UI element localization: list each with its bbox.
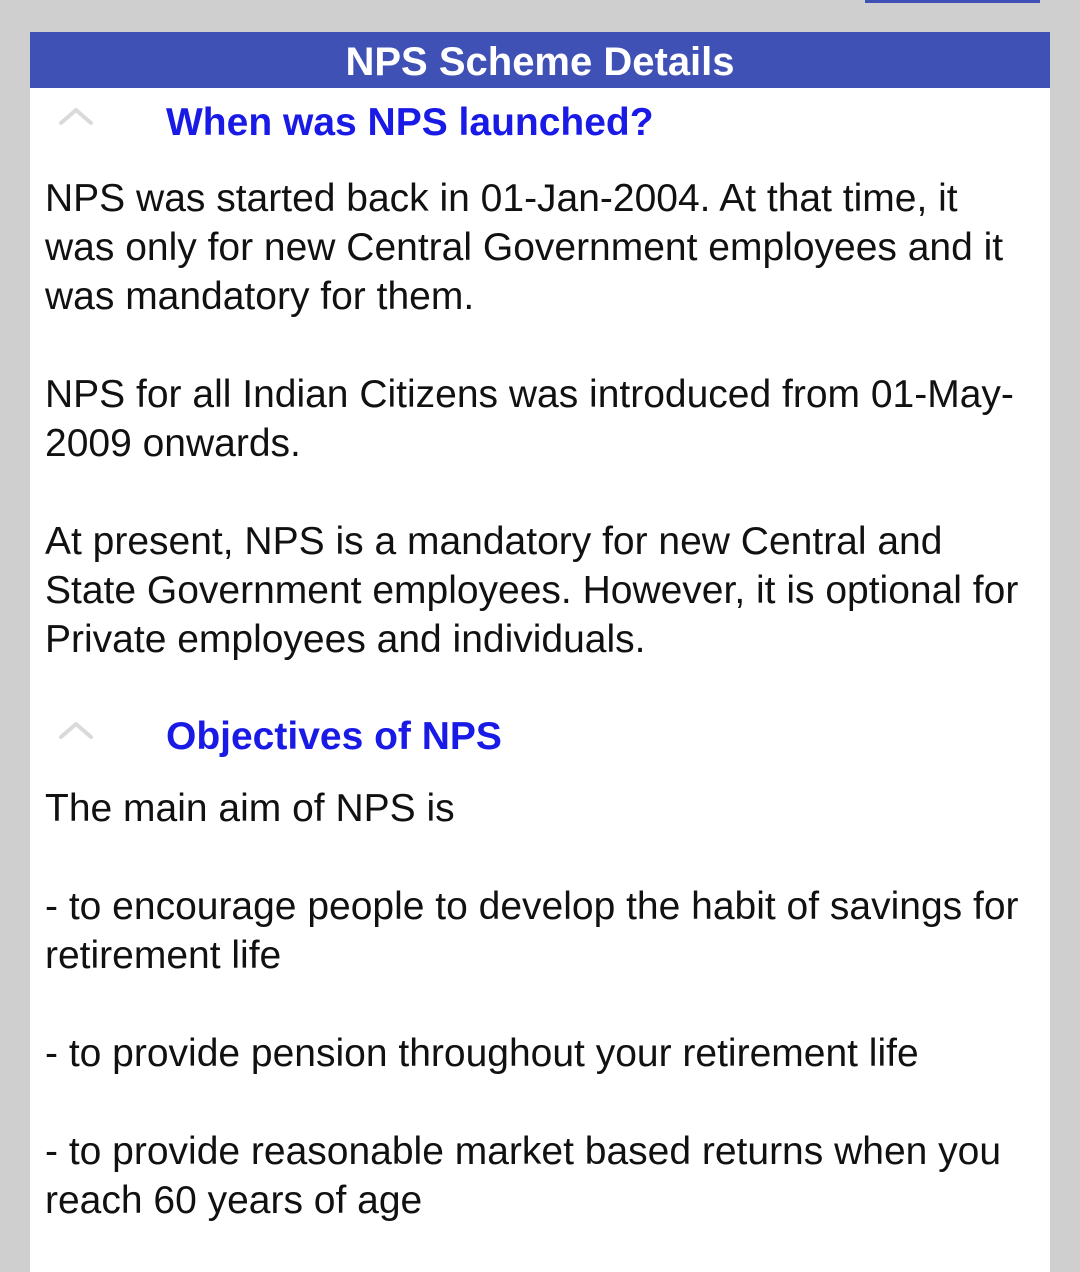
section-body-launch [30,160,1050,664]
list-item: - to provide reasonable market based returns when you reach 60 years of age [45,1130,1002,1222]
paragraph: NPS for all Indian Citizens was introduced from 01-May-2009 onwards. [45,373,1014,465]
paragraph: NPS was started back in 01-Jan-2004. At that time, it was only for new Central Government employees and it was mandatory for them. [45,177,1004,318]
top-accent-bar [865,0,1040,3]
list-item: - to provide pension throughout your retirement life [45,1032,919,1075]
chevron-up-icon[interactable] [58,720,94,740]
chevron-up-icon[interactable] [58,106,94,126]
section-body-objectives [30,774,1050,1225]
section-header-objectives[interactable] [30,702,1050,774]
list-item: - to encourage people to develop the habit of savings for retirement life [45,885,1019,977]
section-title[interactable]: Objectives of NPS [166,715,502,758]
page-title: NPS Scheme Details [30,32,1050,88]
section-title[interactable]: When was NPS launched? [166,101,654,144]
paragraph: The main aim of NPS is [45,787,455,830]
paragraph: At present, NPS is a mandatory for new Central and State Government employees. However, it is optional for Private employees and individuals. [45,520,1019,661]
details-panel [30,32,1050,1272]
section-header-launch[interactable] [30,88,1050,160]
